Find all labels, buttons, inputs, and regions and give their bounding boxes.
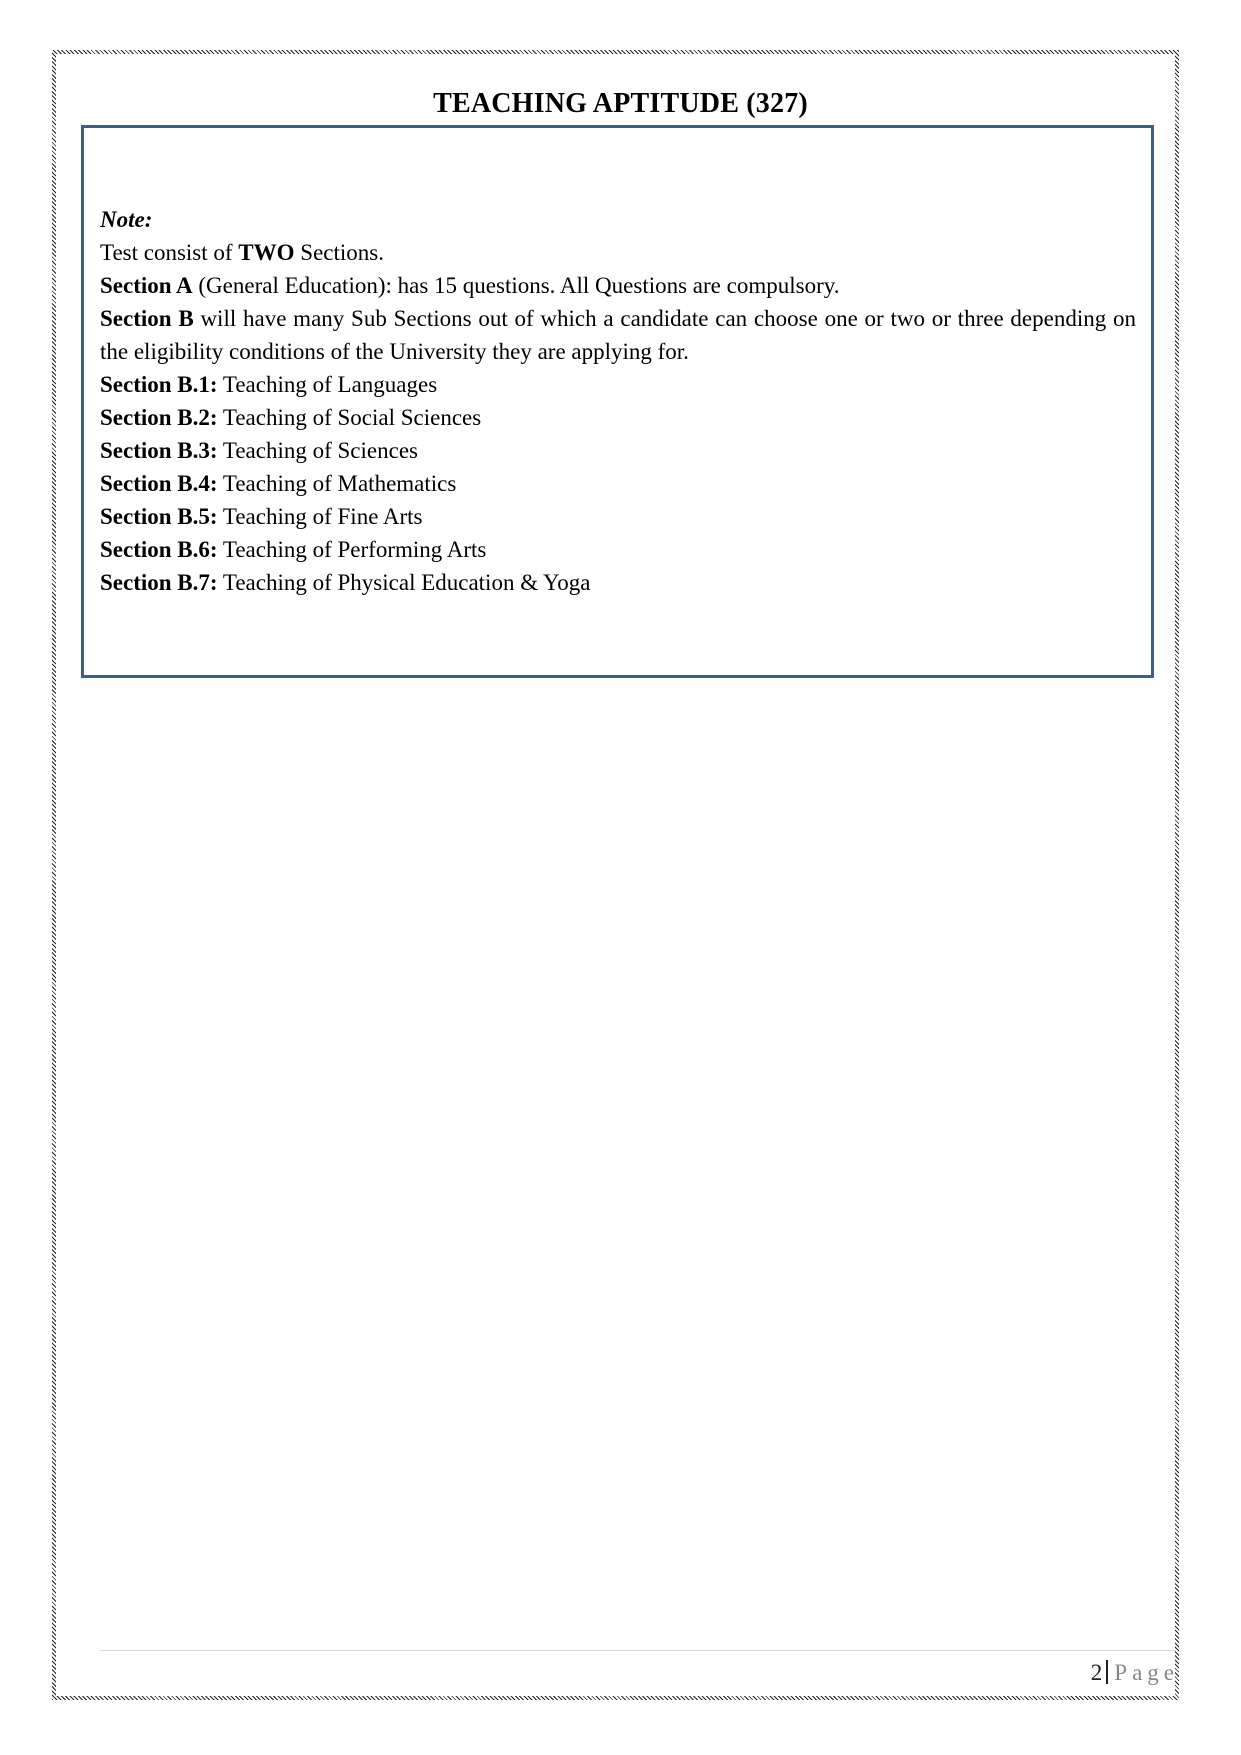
page-footer [1091, 1660, 1179, 1686]
subsection-label: Section B.7: [100, 570, 218, 595]
subsection-text: Teaching of Social Sciences [217, 405, 482, 430]
subsection-text: Teaching of Mathematics [217, 471, 457, 496]
subsection-label: Section B.1: [100, 372, 218, 397]
footer-divider [100, 1650, 1175, 1651]
footer-separator [1106, 1660, 1108, 1684]
section-b-text: will have many Sub Sections out of which a candidate can choose one or two or three depending on the eligibility conditions of the University they are applying for. [100, 306, 1137, 364]
subsection-label: Section B.2: [100, 405, 218, 430]
page-number: 2 [1090, 1660, 1103, 1685]
subsection-text: Teaching of Languages [217, 372, 438, 397]
section-b-label: Section B [100, 306, 194, 331]
section-a-line [100, 269, 1136, 302]
page-word: Page [1114, 1660, 1179, 1685]
document-title: TEACHING APTITUDE (327) [433, 88, 808, 119]
section-a-label: Section A [100, 273, 193, 298]
intro-suffix: Sections. [294, 240, 384, 265]
subsection-label: Section B.4: [100, 471, 218, 496]
intro-bold: TWO [238, 240, 295, 265]
subsection-text: Teaching of Fine Arts [217, 504, 423, 529]
note-content [100, 203, 1136, 599]
subsection-item [100, 533, 1136, 566]
subsection-item [100, 500, 1136, 533]
subsection-item [100, 434, 1136, 467]
subsection-text: Teaching of Sciences [217, 438, 418, 463]
subsection-item [100, 401, 1136, 434]
intro-line [100, 236, 1136, 269]
subsection-item [100, 566, 1136, 599]
section-b-line [100, 302, 1136, 368]
subsection-label: Section B.3: [100, 438, 218, 463]
section-a-text: (General Education): has 15 questions. All Questions are compulsory. [192, 273, 840, 298]
subsection-text: Teaching of Performing Arts [217, 537, 487, 562]
intro-prefix: Test consist of [100, 240, 239, 265]
subsection-text: Teaching of Physical Education & Yoga [217, 570, 591, 595]
subsection-item [100, 368, 1136, 401]
note-label: Note: [100, 207, 153, 232]
subsection-item [100, 467, 1136, 500]
subsection-label: Section B.5: [100, 504, 218, 529]
subsection-label: Section B.6: [100, 537, 218, 562]
